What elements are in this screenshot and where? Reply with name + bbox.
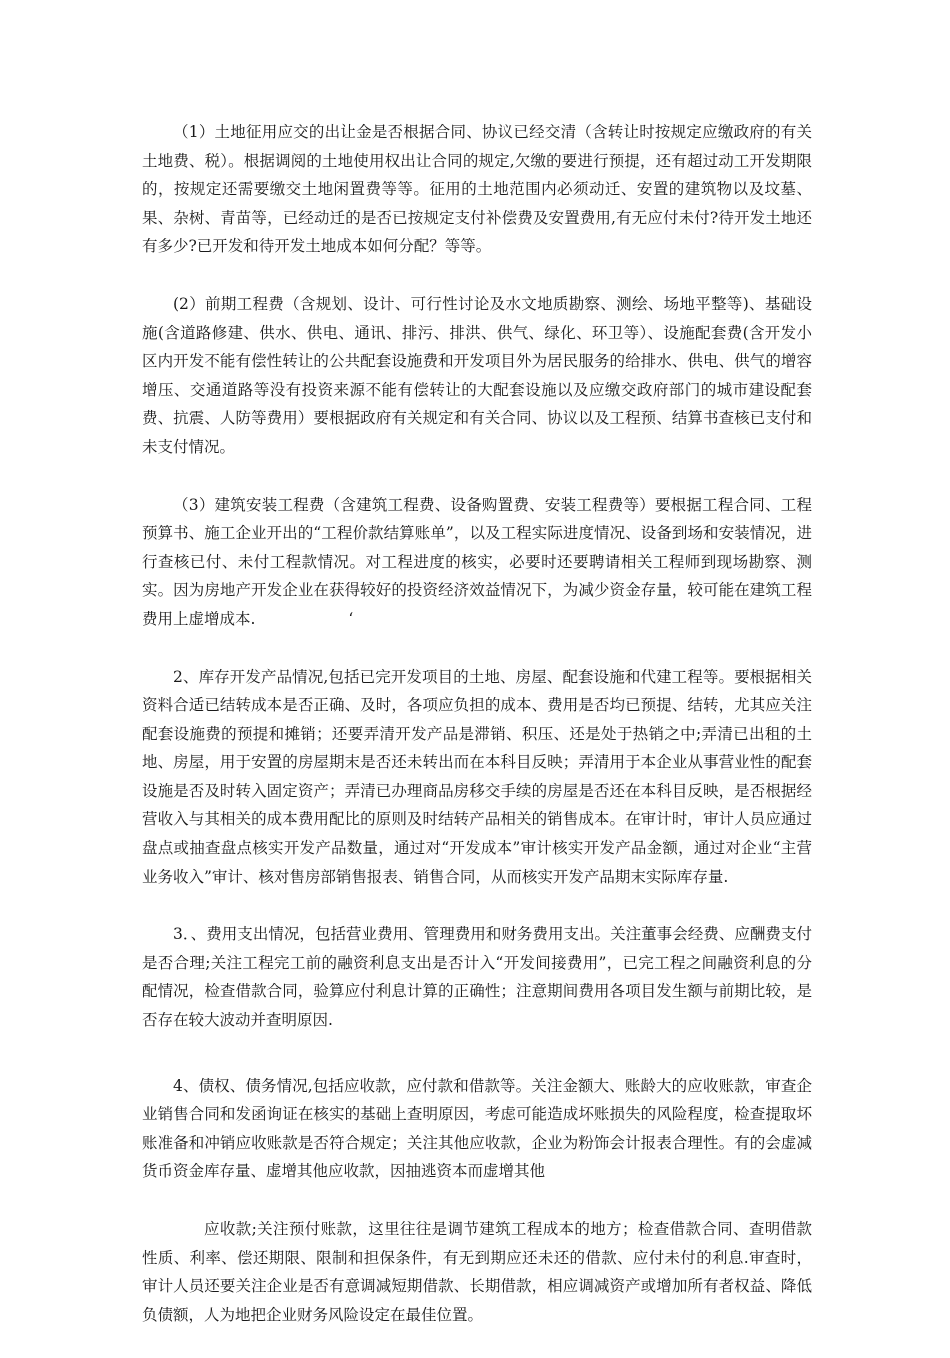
paragraph-receivables-payables: 4、债权、债务情况,包括应收款，应付款和借款等。关注金额大、账龄大的应收账款，审查企业销售合同和发函询证在核实的基础上查明原因，考虑可能造成坏账损失的风险程度，检查提取坏账准备和冲销应收账款是否符合规定；关注其他应收款，企业为粉饰会计报表合理性。有的会虚减货币资金库存量、虚增其他应收款，因抽逃资本而虚增其他: [142, 1076, 812, 1181]
paragraph-land-transfer-fee: （1）土地征用应交的出让金是否根据合同、协议已经交清（含转让时按规定应缴政府的有关土地费、税）。根据调阅的土地使用权出让合同的规定,欠缴的要进行预提，还有超过动工开发期限的，按规定还需要缴交土地闲置费等等。征用的土地范围内必须动迁、安置的建筑物以及坟墓、果、杂树、青苗等，已经动迁的是否已按规定支付补偿费及安置费用,有无应付未付?待开发土地还有多少?已开发和待开发土地成本如何分配？等等。: [142, 123, 812, 256]
paragraph-receivables-continued: 应收款;关注预付账款，这里往往是调节建筑工程成本的地方；检查借款合同、查明借款性质、利率、偿还期限、限制和担保条件，有无到期应还未还的借款、应付未付的利息.审查时，审计人员还要关注企业是否有意调减短期借款、长期借款，相应调减资产或增加所有者权益、降低负债额，人为地把企业财务风险设定在最佳位置。: [142, 1220, 812, 1324]
document-body: [142, 118, 812, 1358]
paragraph-expenses: 3．、费用支出情况，包括营业费用、管理费用和财务费用支出。关注董事会经费、应酬费支付是否合理;关注工程完工前的融资利息支出是否计入“开发间接费用”，已完工程之间融资利息的分配情况，检查借款合同，验算应付利息计算的正确性；注意期间费用各项目发生额与前期比较，是否存在较大波动并查明原因.: [142, 925, 812, 1030]
paragraph-inventory-products: 2、库存开发产品情况,包括已完开发项目的土地、房屋、配套设施和代建工程等。要根据相关资料合适已结转成本是否正确、及时，各项应负担的成本、费用是否均已预提、结转，尤其应关注配套设施费的预提和摊销；还要弄清开发产品是滞销、积压、还是处于热销之中;弄清已出租的土地、房屋，用于安置的房屋期末是否还未转出而在本科目反映；弄清用于本企业从事营业性的配套设施是否及时转入固定资产；弄清已办理商品房移交手续的房屋是否还在本科目反映，是否根据经营收入与其相关的成本费用配比的原则及时结转产品相关的销售成本。在审计时，审计人员应通过盘点或抽查盘点核实开发产品数量，通过对“开发成本”审计核实开发产品金额，通过对企业“主营业务收入”审计、核对售房部销售报表、销售合同，从而核实开发产品期末实际库存量.: [142, 667, 812, 886]
paragraph-preliminary-engineering: (2）前期工程费（含规划、设计、可行性讨论及水文地质勘察、测绘、场地平整等)、基础设施(含道路修建、供水、供电、通讯、排污、排洪、供气、绿化、环卫等）、设施配套费(含开发小区内开发不能有偿性转让的公共配套设施费和开发项目外为居民服务的给排水、供电、供气的增容增压、交通道路等没有投资来源不能有偿转让的大配套设施以及应缴交政府部门的城市建设配套费、抗震、人防等费用）要根据政府有关规定和有关合同、协议以及工程预、结算书查核已支付和未支付情况。: [142, 294, 812, 456]
paragraph-construction-installation: （3）建筑安装工程费（含建筑工程费、设备购置费、安装工程费等）要根据工程合同、工程预算书、施工企业开出的“工程价款结算账单”，以及工程实际进度情况、设备到场和安装情况，进行查核已付、未付工程款情况。对工程进度的核实，必要时还要聘请相关工程师到现场勘察、测实。因为房地产开发企业在获得较好的投资经济效益情况下，为减少资金存量，较可能在建筑工程费用上虚增成本. ‘: [142, 495, 812, 628]
